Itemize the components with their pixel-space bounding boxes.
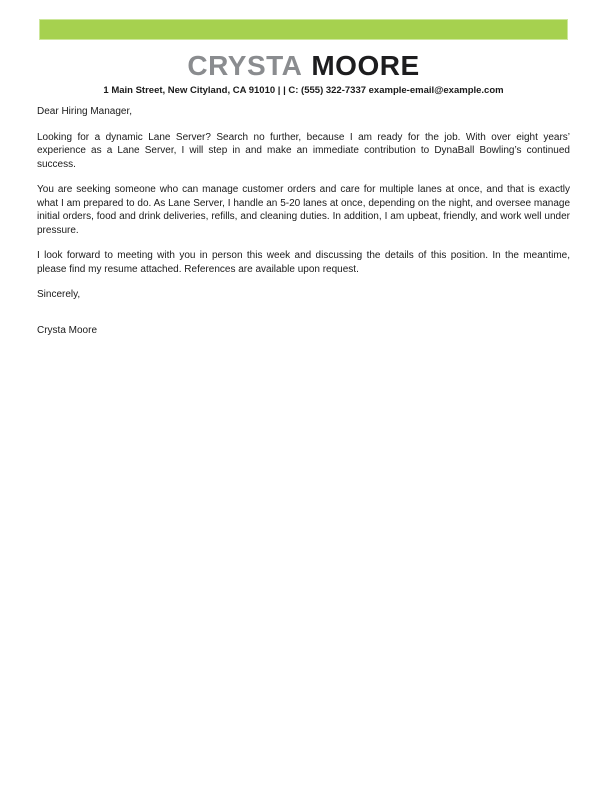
applicant-name (0, 51, 607, 81)
letter-body (37, 105, 570, 337)
closing: Sincerely, (37, 289, 81, 300)
letter-paragraph-2: You are seeking someone who can manage customer orders and care for multiple lanes at once, and that is exactly what I am prepared to do. As Lane Server, I handle an 5-20 lanes at once, depending on the night, and oversee manage initial orders, food and drink deliveries, refills, and cleaning duties. In addition, I am upbeat, friendly, and work well under pressure. (37, 184, 570, 236)
applicant-last-name: MOORE (311, 50, 420, 81)
letter-paragraph-3: I look forward to meeting with you in person this week and discussing the details of this position. In the meantime, please find my resume attached. References are available upon request. (37, 250, 570, 275)
applicant-first-name: CRYSTA (187, 50, 303, 81)
salutation: Dear Hiring Manager, (37, 106, 133, 117)
contact-line: 1 Main Street, New Cityland, CA 91010 | | C: (555) 322-7337 example-email@example.com (103, 85, 504, 96)
letter-paragraph-1: Looking for a dynamic Lane Server? Search no further, because I am ready for the job. With over eight years’ experience as a Lane Server, I will step in and make an immediate contribution to DynaBall Bowling’s continued success. (37, 131, 570, 170)
header-accent-bar (39, 19, 568, 40)
signature-name: Crysta Moore (37, 324, 98, 336)
